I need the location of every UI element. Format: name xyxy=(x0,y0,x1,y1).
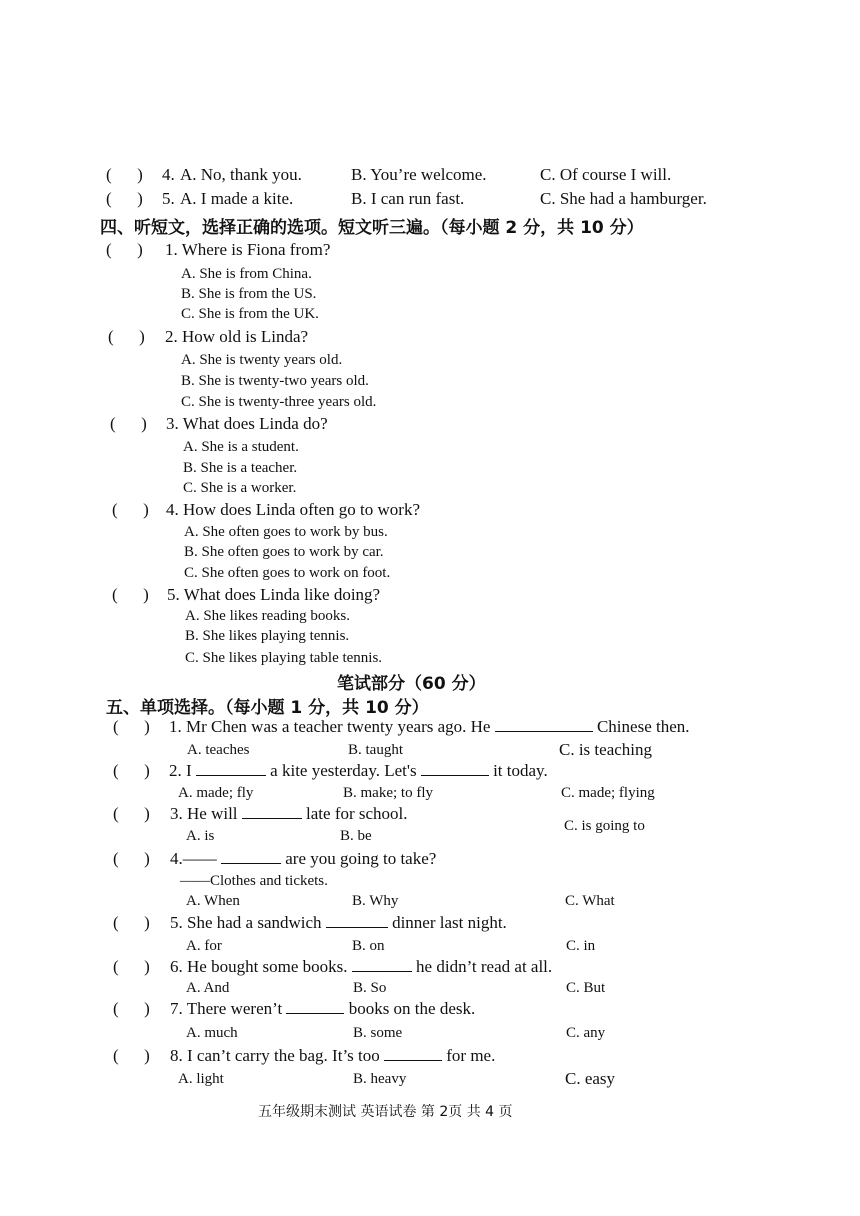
answer-blank[interactable] xyxy=(221,849,281,864)
option-a: A. for xyxy=(186,938,222,954)
option-b: B. be xyxy=(340,828,372,844)
option-b: B. taught xyxy=(348,742,403,758)
question-stem: 3. He will xyxy=(170,804,238,823)
question-stem-end: books on the desk. xyxy=(348,999,476,1018)
question-stem-end: Chinese then. xyxy=(596,717,690,736)
question-stem-end: are you going to take? xyxy=(285,849,437,868)
question-text: 1. Where is Fiona from? xyxy=(165,240,331,259)
question-stem: 4.—— xyxy=(170,849,217,868)
answer-bracket[interactable]: ( ) xyxy=(113,913,150,932)
question-text: 3. What does Linda do? xyxy=(166,414,328,433)
question-text xyxy=(170,999,475,1019)
option-c: C. Of course I will. xyxy=(540,165,672,184)
option-a: A. much xyxy=(186,1025,238,1041)
answer-bracket[interactable]: ( ) xyxy=(113,849,150,868)
answer-bracket[interactable]: ( ) xyxy=(112,500,149,519)
answer-bracket[interactable]: ( ) xyxy=(112,585,149,604)
question-text xyxy=(170,804,408,824)
option-a: A. made; fly xyxy=(178,785,254,801)
question-stem-end: he didn’t read at all. xyxy=(416,957,553,976)
option-b: B. Why xyxy=(352,893,399,909)
option-c: C. is going to xyxy=(564,818,645,834)
question-stem: 8. I can’t carry the bag. It’s too xyxy=(170,1046,380,1065)
question-stem: 1. Mr Chen was a teacher twenty years ago. He xyxy=(169,717,491,736)
option-a: A. I made a kite. xyxy=(180,189,294,208)
option-c: C. She likes playing table tennis. xyxy=(185,650,383,666)
question-text xyxy=(170,849,436,869)
option-c: C. made; flying xyxy=(561,785,655,801)
question-stem: 2. I xyxy=(169,761,192,780)
answer-bracket[interactable]: ( ) xyxy=(113,804,150,823)
answer-blank[interactable] xyxy=(286,999,344,1014)
option-b: B. She often goes to work by car. xyxy=(184,544,384,560)
option-b: B. make; to fly xyxy=(343,785,433,801)
answer-bracket[interactable]: ( ) xyxy=(106,165,143,184)
answer-bracket[interactable]: ( ) xyxy=(113,957,150,976)
section-heading: 四、听短文，选择正确的选项。短文听三遍。（每小题 2 分，共 10 分） xyxy=(100,218,644,238)
answer-blank[interactable] xyxy=(495,717,593,732)
section-heading: 五、单项选择。（每小题 1 分，共 10 分） xyxy=(106,698,429,718)
option-a: A. She is from China. xyxy=(181,266,312,282)
option-c: C. She is twenty-three years old. xyxy=(181,394,377,410)
option-c: C. She had a hamburger. xyxy=(540,189,707,208)
option-c: C. in xyxy=(566,938,596,954)
option-a: A. She often goes to work by bus. xyxy=(184,524,388,540)
option-a: A. is xyxy=(186,828,215,844)
option-c: C. She is from the UK. xyxy=(181,306,319,322)
option-a: A. And xyxy=(186,980,230,996)
option-a: A. light xyxy=(178,1071,224,1087)
question-text xyxy=(169,761,548,781)
option-c: C. easy xyxy=(565,1069,616,1088)
question-stem-end: it today. xyxy=(493,761,548,780)
option-c: C. But xyxy=(566,980,606,996)
answer-blank[interactable] xyxy=(384,1046,442,1061)
option-b: B. I can run fast. xyxy=(351,189,465,208)
question-stem-end: late for school. xyxy=(306,804,408,823)
question-number: 4. xyxy=(162,165,175,184)
option-a: A. She is a student. xyxy=(183,439,299,455)
answer-blank[interactable] xyxy=(352,957,412,972)
question-stem: 7. There weren’t xyxy=(170,999,283,1018)
question-text xyxy=(170,913,507,933)
option-c: C. What xyxy=(565,893,615,909)
question-stem-end: for me. xyxy=(446,1046,496,1065)
question-stem-mid: a kite yesterday. Let's xyxy=(270,761,417,780)
question-text xyxy=(170,957,552,977)
written-part-title: 笔试部分（60 分） xyxy=(337,674,486,694)
option-b: B. You’re welcome. xyxy=(351,165,487,184)
option-a: A. No, thank you. xyxy=(180,165,302,184)
answer-bracket[interactable]: ( ) xyxy=(106,240,143,259)
option-b: B. So xyxy=(353,980,387,996)
question-stem: 5. She had a sandwich xyxy=(170,913,322,932)
option-a: A. When xyxy=(186,893,240,909)
answer-bracket[interactable]: ( ) xyxy=(113,717,150,736)
answer-blank[interactable] xyxy=(326,913,388,928)
page-footer: 五年级期末测试 英语试卷 第 2页 共 4 页 xyxy=(258,1104,513,1120)
question-number: 5. xyxy=(162,189,175,208)
answer-bracket[interactable]: ( ) xyxy=(108,327,145,346)
question-text: 2. How old is Linda? xyxy=(165,327,309,346)
question-stem: 6. He bought some books. xyxy=(170,957,348,976)
question-stem-end: dinner last night. xyxy=(392,913,507,932)
option-b: B. on xyxy=(352,938,385,954)
option-c: C. She is a worker. xyxy=(183,480,297,496)
answer-blank[interactable] xyxy=(242,804,302,819)
option-a: A. teaches xyxy=(187,742,250,758)
answer-bracket[interactable]: ( ) xyxy=(110,414,147,433)
option-c: C. is teaching xyxy=(559,740,653,759)
question-text: 4. How does Linda often go to work? xyxy=(166,500,421,519)
answer-bracket[interactable]: ( ) xyxy=(113,999,150,1018)
option-b: B. some xyxy=(353,1025,403,1041)
answer-blank[interactable] xyxy=(196,761,266,776)
option-b: B. heavy xyxy=(353,1071,407,1087)
answer-bracket[interactable]: ( ) xyxy=(106,189,143,208)
question-text xyxy=(170,1046,495,1066)
option-b: B. She is from the US. xyxy=(181,286,317,302)
option-c: C. She often goes to work on foot. xyxy=(184,565,391,581)
answer-blank[interactable] xyxy=(421,761,489,776)
answer-bracket[interactable]: ( ) xyxy=(113,1046,150,1065)
option-b: B. She is twenty-two years old. xyxy=(181,373,369,389)
option-b: B. She likes playing tennis. xyxy=(185,628,350,644)
dialogue-reply: ——Clothes and tickets. xyxy=(180,873,328,889)
answer-bracket[interactable]: ( ) xyxy=(113,761,150,780)
question-text: 5. What does Linda like doing? xyxy=(167,585,381,604)
question-text xyxy=(169,717,690,737)
option-a: A. She is twenty years old. xyxy=(181,352,343,368)
option-a: A. She likes reading books. xyxy=(185,608,350,624)
option-b: B. She is a teacher. xyxy=(183,460,298,476)
option-c: C. any xyxy=(566,1025,606,1041)
